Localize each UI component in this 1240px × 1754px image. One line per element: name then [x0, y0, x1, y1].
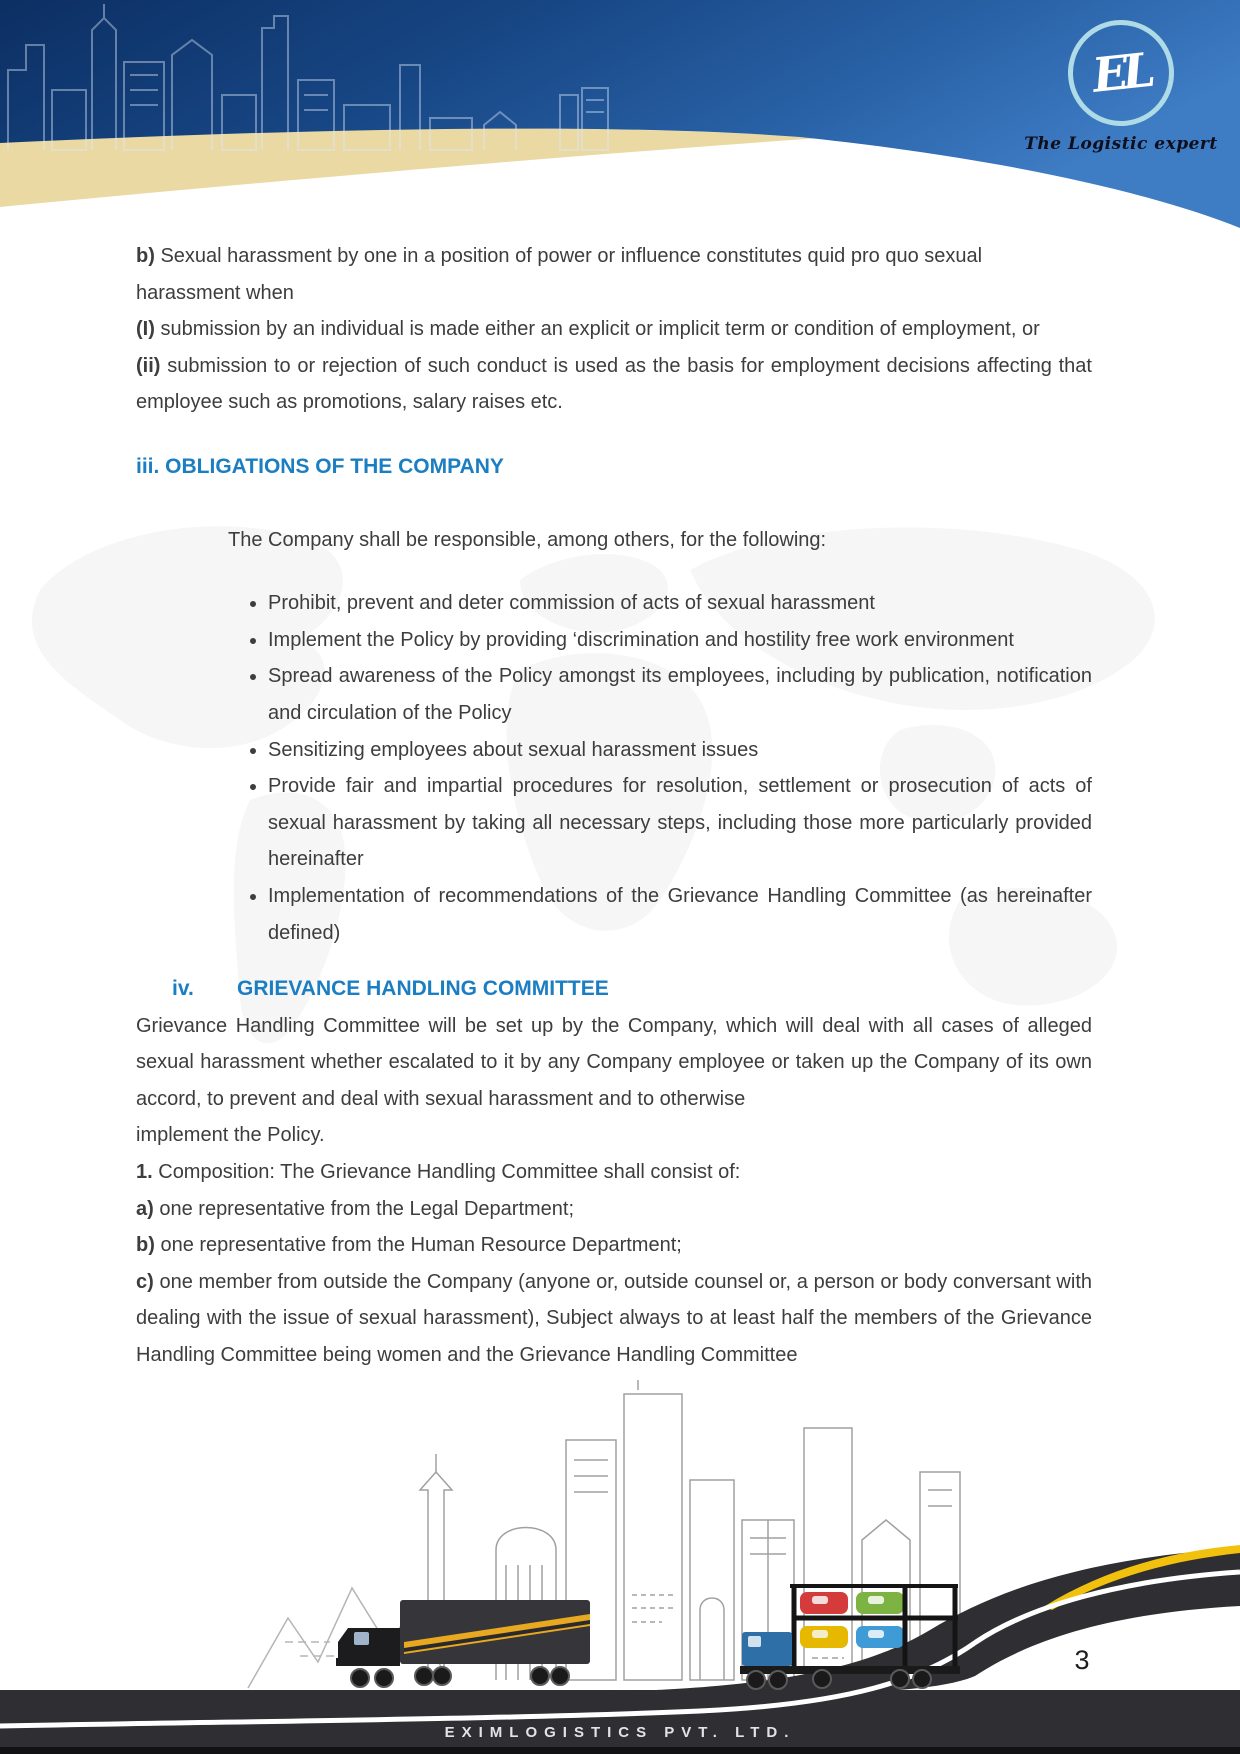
- paragraph-employment-decisions: (ii) submission to or rejection of such conduct is used as the basis for employment decisions affecting that employee such as promotions, salary raises etc.: [136, 354, 1092, 414]
- paragraph-label: b): [136, 245, 155, 267]
- company-name: EXIMLOGISTICS PVT. LTD.: [444, 1724, 796, 1741]
- list-item: • Sensitizing employees about sexual harassment issues: [268, 732, 1092, 769]
- list-item: • Prohibit, prevent and deter commission of acts of sexual harassment: [268, 585, 1092, 622]
- page-number: 3: [1074, 1645, 1090, 1675]
- grievance-heading-title: GRIEVANCE HANDLING COMMITTEE: [237, 977, 609, 1001]
- grievance-heading: [136, 971, 1092, 1008]
- list-item: • Implement the Policy by providing ‘discrimination and hostility free work environment: [268, 622, 1092, 659]
- composition-item: a) one representative from the Legal Department;: [136, 1197, 575, 1220]
- composition-item: b) one representative from the Human Resource Department;: [136, 1234, 682, 1257]
- obligations-lead: The Company shall be responsible, among others, for the following:: [228, 528, 827, 551]
- paragraph-label: (I): [136, 318, 155, 341]
- truck-semi-art: [336, 1600, 590, 1687]
- document-body: [136, 238, 1092, 1374]
- composition-item: 1. Composition: The Grievance Handling Committee shall consist of:: [136, 1161, 741, 1184]
- paragraph-quid-pro-quo: b) Sexual harassment by one in a position of power or influence constitutes quid pro quo sexual harassment when: [136, 245, 983, 304]
- paragraph-label: (ii): [136, 354, 161, 377]
- obligations-list: [136, 585, 1092, 951]
- obligations-heading: iii. OBLIGATIONS OF THE COMPANY: [136, 454, 504, 478]
- item-label: b): [136, 1234, 155, 1257]
- list-item: • Spread awareness of the Policy amongst its employees, including by publication, notification and circulation of the Policy: [268, 658, 1092, 731]
- paragraph-submission-term: (I) submission by an individual is made either an explicit or implicit term or condition of employment, or: [136, 318, 1040, 341]
- grievance-heading-number: iv.: [172, 977, 194, 1001]
- footer-illustration: [0, 1380, 1240, 1754]
- logo-monogram: EL: [1063, 15, 1179, 131]
- company-logo: [1016, 20, 1226, 154]
- list-item: • Provide fair and impartial procedures for resolution, settlement or prosecution of acts of sexual harassment by taking all necessary steps, including those more particularly provided hereinafter: [268, 768, 1092, 878]
- grievance-intro-line2: implement the Policy.: [136, 1124, 325, 1147]
- bottom-strip: [0, 1747, 1240, 1754]
- list-item: • Implementation of recommendations of the Grievance Handling Committee (as hereinafter defined): [268, 878, 1092, 951]
- item-label: 1.: [136, 1161, 153, 1184]
- composition-item: c) one member from outside the Company (anyone or, outside counsel or, a person or body conversant with dealing with the issue of sexual harassment), Subject always to at least half the members of the Grievance Handling Committee being women and the Grievance Handling Committee: [136, 1270, 1092, 1367]
- grievance-intro: Grievance Handling Committee will be set up by the Company, which will deal with all cases of alleged sexual harassment whether escalated to it by any Company employee or taken up the Company of its own accord, to prevent and deal with sexual harassment and to otherwise: [136, 1014, 1092, 1110]
- logo-tagline: The Logistic expert: [1024, 134, 1218, 154]
- item-label: c): [136, 1270, 154, 1293]
- item-label: a): [136, 1197, 154, 1220]
